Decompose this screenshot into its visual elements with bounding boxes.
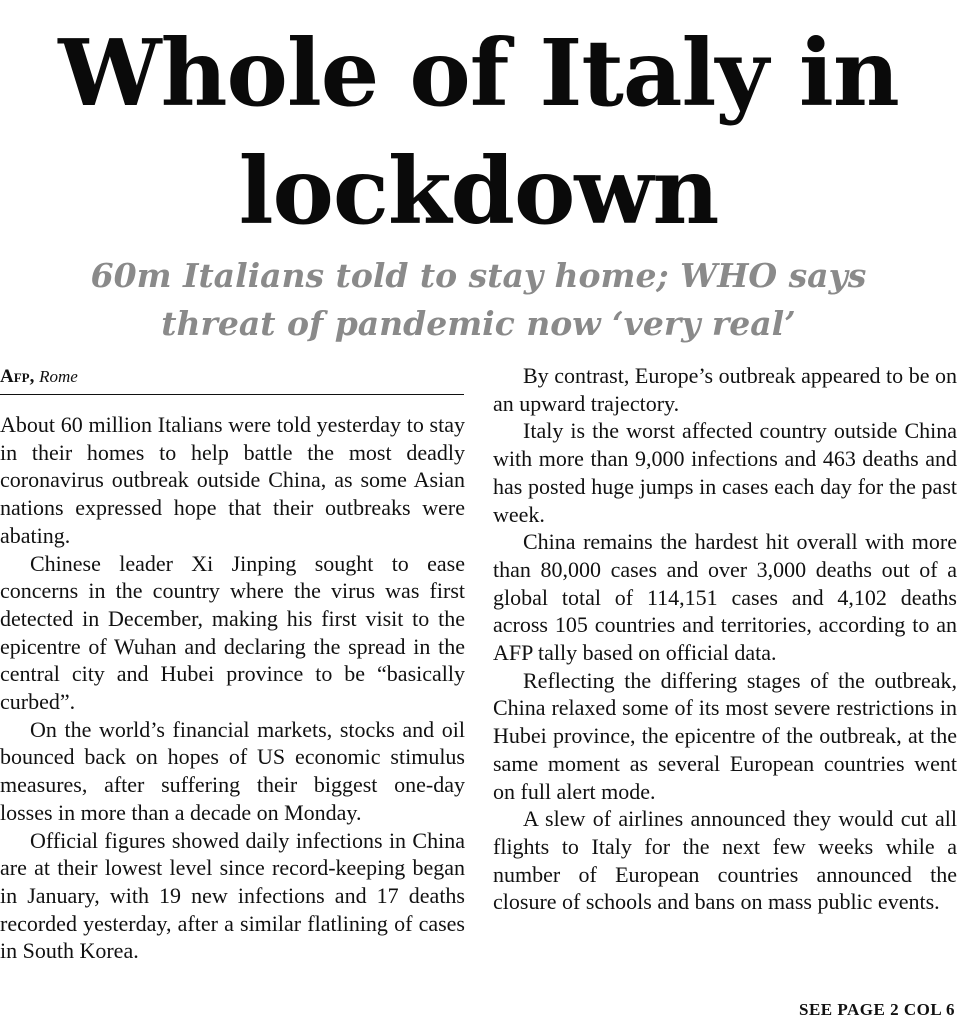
paragraph: By contrast, Europe’s outbreak appeared to be on an upward trajectory. [493,363,957,416]
headline [0,14,957,250]
byline-agency: Afp, [0,366,35,387]
standfirst-line-2: threat of pandemic now ‘very real’ [161,304,796,343]
continuation-jump-line: SEE PAGE 2 COL 6 [799,1000,955,1019]
headline-line-1: Whole of Italy in [58,19,899,127]
paragraph: Italy is the worst affected country outside China with more than 9,000 infections and 463 deaths and has posted huge jumps in cases each day for the past week. [493,418,957,527]
article-column-left [0,411,465,965]
paragraph: About 60 million Italians were told yesterday to stay in their homes to help battle the most deadly coronavirus outbreak outside China, as some Asian nations expressed hope that their outbreaks were abating. [0,412,465,548]
paragraph: A slew of airlines announced they would cut all flights to Italy for the next few weeks while a number of European countries announced the closure of schools and bans on mass public events. [493,806,957,915]
standfirst-line-1: 60m Italians told to stay home; WHO says [90,256,867,295]
headline-line-2: lockdown [238,137,719,245]
paragraph: China remains the hardest hit overall with more than 80,000 cases and over 3,000 deaths out of a global total of 114,151 cases and 4,102 deaths across 105 countries and territories, according to an AFP tally based on official data. [493,529,957,666]
article-column-right [493,362,957,916]
paragraph: On the world’s financial markets, stocks and oil bounced back on hopes of US economic stimulus measures, after suffering their biggest one-day losses in more than a decade on Monday. [0,716,465,825]
paragraph: Chinese leader Xi Jinping sought to ease concerns in the country where the virus was first detected in December, making his first visit to the epicentre of Wuhan and declaring the spread in the central city and Hubei province to be “basically curbed”. [0,550,465,715]
byline [0,364,464,395]
paragraph: Official figures showed daily infections in China are at their lowest level since record-keeping began in January, with 19 new infections and 17 deaths recorded yesterday, after a similar flatlining of cases in South Korea. [0,827,465,964]
standfirst [0,252,957,348]
byline-place: Rome [39,367,78,386]
paragraph: Reflecting the differing stages of the outbreak, China relaxed some of its most severe restrictions in Hubei province, the epicentre of the outbreak, at the same moment as several European countries went on full alert mode. [493,667,957,804]
